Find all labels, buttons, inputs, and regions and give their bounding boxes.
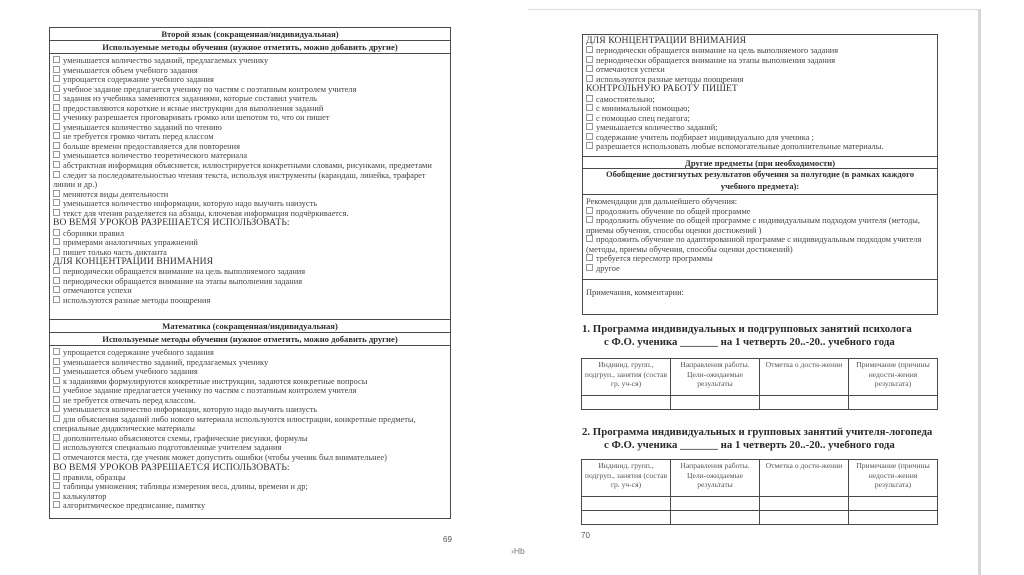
checkbox-icon[interactable] bbox=[586, 235, 593, 242]
column-header: Отметка о дости-жении bbox=[760, 460, 849, 497]
checkbox-item[interactable]: уменьшается объем учебного задания bbox=[53, 367, 447, 377]
column-header: Примечание (причины недости-жения результата) bbox=[849, 359, 938, 396]
checkbox-icon[interactable] bbox=[53, 75, 60, 82]
checkbox-icon[interactable] bbox=[53, 482, 60, 489]
checkbox-item[interactable]: учебное задание предлагается ученику по частям с поэтапным контролем учителя bbox=[53, 85, 447, 95]
checkbox-icon[interactable] bbox=[586, 114, 593, 121]
checkbox-icon[interactable] bbox=[53, 142, 60, 149]
column-header: Индивид. групп., подгруп., занятия (состав гр. уч-ся) bbox=[582, 460, 671, 497]
table-row bbox=[582, 497, 938, 511]
checkbox-item[interactable]: уменьшается количество заданий по чтению bbox=[53, 123, 447, 133]
checkbox-item[interactable]: уменьшается количество теоретического материала bbox=[53, 151, 447, 161]
checkbox-icon[interactable] bbox=[53, 132, 60, 139]
program2-title-line2: с Ф.О. ученика _______ на 1 четверть 20..-20.. учебного года bbox=[604, 439, 895, 451]
checkbox-icon[interactable] bbox=[53, 277, 60, 284]
checkbox-item[interactable]: для объяснения заданий либо нового материала используются илюстрации, конкретные предметы, специальные дидактические материалы bbox=[53, 414, 416, 434]
table-cell[interactable] bbox=[671, 396, 760, 410]
checkbox-icon[interactable] bbox=[53, 296, 60, 303]
column-header: Примечание (причины недости-жения результата) bbox=[849, 460, 938, 497]
checkbox-item[interactable]: периодически обращается внимание на этапы выполнения задания bbox=[586, 56, 934, 66]
checkbox-item[interactable]: продолжить обучение по общей программе с индивидуальным подходом учителя (методы, приемы обучения, способы оценки достижений ) bbox=[586, 216, 920, 235]
checkbox-icon[interactable] bbox=[53, 367, 60, 374]
continuation-table bbox=[582, 34, 938, 280]
checkbox-item[interactable]: уменьшается количество информации, которую надо выучить наизусть bbox=[53, 405, 447, 415]
checkbox-item[interactable]: отмечаются успехи bbox=[53, 286, 447, 296]
attention-heading: ДЛЯ КОНЦЕНТРАЦИИ ВНИМАНИЯ bbox=[586, 35, 747, 46]
summary-title: Обобщение достигнутых результатов обучения за полугодие (в рамках каждого учебного предмета): bbox=[583, 169, 937, 195]
checkbox-item[interactable]: продолжить обучение по общей программе bbox=[586, 207, 934, 217]
program2-title-line1: 2. Программа индивидуальных и групповых занятий учителя-логопеда bbox=[582, 426, 933, 438]
checkbox-item[interactable]: с минимальной помощью; bbox=[586, 104, 934, 114]
checkbox-item[interactable]: периодически обращается внимание на цель выполняемого задания bbox=[586, 46, 934, 56]
checkbox-item[interactable]: используются разные методы поощрения bbox=[53, 296, 447, 306]
language-section-table bbox=[49, 27, 451, 320]
checkbox-icon[interactable] bbox=[53, 199, 60, 206]
checkbox-item[interactable]: уменьшается объем учебного задания bbox=[53, 66, 447, 76]
table-header-row bbox=[582, 460, 938, 497]
checkbox-item[interactable]: другое bbox=[586, 264, 934, 274]
checkbox-icon[interactable] bbox=[586, 56, 593, 63]
notes-label: Примечания, комментарии: bbox=[586, 288, 684, 297]
checkbox-icon[interactable] bbox=[53, 501, 60, 508]
checkbox-item[interactable]: меняются виды деятельности bbox=[53, 190, 447, 200]
checkbox-item[interactable]: продолжить обучение по адаптированной программе с индивидуальным подходом учителя (методы, приемы обучения, способы оценки достижений) bbox=[586, 235, 922, 254]
table-cell[interactable] bbox=[582, 497, 671, 511]
checkbox-icon[interactable] bbox=[586, 142, 593, 149]
checkbox-item[interactable]: сборники правил bbox=[53, 229, 447, 239]
table-cell[interactable] bbox=[582, 396, 671, 410]
checkbox-icon[interactable] bbox=[53, 453, 60, 460]
table-row bbox=[582, 511, 938, 525]
checkbox-item[interactable]: предоставляются короткие и ясные инструкции для выполнения заданий bbox=[53, 104, 447, 114]
table-cell[interactable] bbox=[582, 511, 671, 525]
watermark-text: ›Hb bbox=[511, 546, 525, 556]
math-methods-subtitle: Используемые методы обучения (нужное отметить, можно добавить другие) bbox=[50, 333, 450, 346]
column-header: Отметка о дости-жении bbox=[760, 359, 849, 396]
checkbox-icon[interactable] bbox=[53, 358, 60, 365]
checkbox-icon[interactable] bbox=[53, 377, 60, 384]
checkbox-icon[interactable] bbox=[53, 229, 60, 236]
column-header: Индивид. групп., подгруп., занятия (состав гр. уч-ся) bbox=[582, 359, 671, 396]
allowed-heading: ВО ВЕМЯ УРОКОВ РАЗРЕШАЕТСЯ ИСПОЛЬЗОВАТЬ: bbox=[53, 461, 290, 473]
checkbox-icon[interactable] bbox=[586, 123, 593, 130]
recommendations-heading: Рекомендации для дальнейшего обучения: bbox=[586, 197, 738, 206]
table-cell[interactable] bbox=[849, 497, 938, 511]
checkbox-item[interactable]: упрощается содержание учебного задания bbox=[53, 75, 447, 85]
checkbox-item[interactable]: уменьшается количество заданий, предлагаемых ученику bbox=[53, 358, 447, 368]
math-methods-list bbox=[53, 348, 447, 511]
checkbox-icon[interactable] bbox=[53, 386, 60, 393]
notes-box[interactable] bbox=[582, 279, 938, 315]
checkbox-icon[interactable] bbox=[53, 248, 60, 255]
checkbox-item[interactable]: используются специально подготовленные учителем задания bbox=[53, 443, 447, 453]
checkbox-icon[interactable] bbox=[586, 104, 593, 111]
checkbox-icon[interactable] bbox=[53, 56, 60, 63]
checkbox-item[interactable]: уменьшается количество заданий, предлагаемых ученику bbox=[53, 56, 447, 66]
attention-heading: ДЛЯ КОНЦЕНТРАЦИИ ВНИМАНИЯ bbox=[53, 256, 214, 268]
checkbox-icon[interactable] bbox=[53, 405, 60, 412]
allowed-heading: ВО ВЕМЯ УРОКОВ РАЗРЕШАЕТСЯ ИСПОЛЬЗОВАТЬ: bbox=[53, 217, 290, 229]
checkbox-item[interactable]: правила, образцы bbox=[53, 473, 447, 483]
checkbox-icon[interactable] bbox=[586, 216, 593, 223]
checkbox-icon[interactable] bbox=[53, 104, 60, 111]
table-cell[interactable] bbox=[760, 396, 849, 410]
checkbox-item[interactable]: ученику разрешается проговаривать громко или шепотом то, что он пишет bbox=[53, 113, 447, 123]
checkbox-item[interactable]: разрешается использовать любые вспомогательные дополнительные материалы. bbox=[586, 142, 934, 152]
checkbox-icon[interactable] bbox=[53, 209, 60, 216]
checkbox-item[interactable]: следит за последовательностью чтения текста, используя инструменты (карандаш, линейка, трафарет линии и др.) bbox=[53, 170, 426, 190]
checkbox-item[interactable]: не требуется отвечать перед классом. bbox=[53, 396, 447, 406]
checkbox-icon[interactable] bbox=[53, 190, 60, 197]
right-page bbox=[528, 9, 981, 575]
language-methods-subtitle: Используемые методы обучения (нужное отметить, можно добавить другие) bbox=[50, 41, 450, 54]
checkbox-item[interactable]: периодически обращается внимание на этапы выполнения задания bbox=[53, 277, 447, 287]
table-row bbox=[582, 396, 938, 410]
checkbox-icon[interactable] bbox=[53, 85, 60, 92]
checkbox-item[interactable]: уменьшается количество информации, которую надо выучить наизусть bbox=[53, 199, 447, 209]
checkbox-icon[interactable] bbox=[53, 286, 60, 293]
checkbox-icon[interactable] bbox=[586, 46, 593, 53]
table-cell[interactable] bbox=[849, 511, 938, 525]
checkbox-icon[interactable] bbox=[586, 254, 593, 261]
checkbox-icon[interactable] bbox=[53, 94, 60, 101]
math-section-title: Математика (сокращенная/индивидуальная) bbox=[50, 320, 450, 333]
program2-table bbox=[581, 459, 938, 525]
test-heading: КОНТРОЛЬНУЮ РАБОТУ ПИШЕТ bbox=[586, 83, 738, 95]
checkbox-item[interactable]: самостоятельно; bbox=[586, 95, 934, 105]
page-number-left: 69 bbox=[443, 535, 452, 544]
column-header: Направления работы. Цели-ожидаемые результаты bbox=[671, 359, 760, 396]
language-methods-list bbox=[53, 56, 447, 306]
checkbox-icon[interactable] bbox=[53, 396, 60, 403]
checkbox-icon[interactable] bbox=[586, 207, 593, 214]
column-header: Направления работы. Цели-ожидаемые результаты bbox=[671, 460, 760, 497]
checkbox-icon[interactable] bbox=[586, 133, 593, 140]
left-page bbox=[0, 0, 500, 574]
checkbox-icon[interactable] bbox=[53, 348, 60, 355]
table-cell[interactable] bbox=[849, 396, 938, 410]
program1-table bbox=[581, 358, 938, 410]
checkbox-icon[interactable] bbox=[53, 267, 60, 274]
table-cell[interactable] bbox=[760, 497, 849, 511]
table-header-row bbox=[582, 359, 938, 396]
checkbox-icon[interactable] bbox=[53, 434, 60, 441]
checkbox-item[interactable]: текст для чтения разделяется на абзацы, ключевая информация подчёркивается. bbox=[53, 209, 447, 219]
checkbox-item[interactable]: таблицы умножения; таблицы измерения веса, длины, времени и др; bbox=[53, 482, 447, 492]
checkbox-item[interactable]: требуется пересмотр программы bbox=[586, 254, 934, 264]
checkbox-icon[interactable] bbox=[53, 151, 60, 158]
checkbox-icon[interactable] bbox=[53, 171, 60, 178]
page-number-right: 70 bbox=[581, 531, 590, 540]
table-cell[interactable] bbox=[671, 497, 760, 511]
checkbox-icon[interactable] bbox=[53, 66, 60, 73]
checkbox-icon[interactable] bbox=[53, 113, 60, 120]
program1-title-line2: с Ф.О. ученика _______ на 1 четверть 20..-20.. учебного года bbox=[604, 336, 895, 348]
table-cell[interactable] bbox=[671, 511, 760, 525]
checkbox-item[interactable]: больше времени предоставляется для повторения bbox=[53, 142, 447, 152]
checkbox-item[interactable]: с помощью спец педагога; bbox=[586, 114, 934, 124]
table-cell[interactable] bbox=[760, 511, 849, 525]
checkbox-item[interactable]: примерами аналогичных упражнений bbox=[53, 238, 447, 248]
checkbox-item[interactable]: к заданиями формулируются конкретные инструкции, задаются конкретные вопросы bbox=[53, 377, 447, 387]
checkbox-item[interactable]: упрощается содержание учебного задания bbox=[53, 348, 447, 358]
checkbox-item[interactable]: абстрактная информация объясняется, иллюстрируется конкретными словами, рисунками, предметами bbox=[53, 161, 447, 171]
checkbox-item[interactable]: задания из учебника заменяются заданиями, которые составил учитель bbox=[53, 94, 447, 104]
checkbox-item[interactable]: периодически обращается внимание на цель выполняемого задания bbox=[53, 267, 447, 277]
checkbox-item[interactable]: используются разные методы поощрения bbox=[586, 75, 934, 85]
checkbox-item[interactable]: дополнительно объясняются схемы, графические рисунки, формулы bbox=[53, 434, 447, 444]
program1-title-line1: 1. Программа индивидуальных и подгрупповых занятий психолога bbox=[582, 323, 912, 335]
checkbox-icon[interactable] bbox=[586, 264, 593, 271]
recommendations-list bbox=[586, 197, 934, 273]
math-section-table bbox=[49, 319, 451, 519]
checkbox-item[interactable]: не требуется громко читать перед классом bbox=[53, 132, 447, 142]
checkbox-icon[interactable] bbox=[53, 161, 60, 168]
language-section-title: Второй язык (сокращенная/индивидуальная) bbox=[50, 28, 450, 41]
checkbox-item[interactable]: уменьшается количество заданий; bbox=[586, 123, 934, 133]
checkbox-icon[interactable] bbox=[53, 492, 60, 499]
checkbox-item[interactable]: содержание учитель подбирает индивидуально для ученика ; bbox=[586, 133, 934, 143]
checkbox-icon[interactable] bbox=[53, 123, 60, 130]
checkbox-icon[interactable] bbox=[53, 443, 60, 450]
checkbox-item[interactable]: учебное задание предлагается ученику по частям с поэтапным контролем учителя bbox=[53, 386, 447, 396]
checkbox-item[interactable]: отмечаются места, где ученик может допустить ошибки (чтобы ученик был внимательнее) bbox=[53, 453, 447, 463]
checkbox-icon[interactable] bbox=[53, 473, 60, 480]
checkbox-icon[interactable] bbox=[53, 238, 60, 245]
checkbox-item[interactable]: отмечаются успехи bbox=[586, 65, 934, 75]
checkbox-item[interactable]: алгоритмическое предписание, памятку bbox=[53, 501, 447, 511]
checkbox-icon[interactable] bbox=[586, 65, 593, 72]
other-subjects-title: Другие предметы (при необходимости) bbox=[583, 156, 937, 169]
attention-list bbox=[586, 36, 934, 152]
checkbox-icon[interactable] bbox=[586, 95, 593, 102]
checkbox-icon[interactable] bbox=[53, 415, 60, 422]
checkbox-item[interactable]: калькулятор bbox=[53, 492, 447, 502]
checkbox-icon[interactable] bbox=[586, 75, 593, 82]
checkbox-item[interactable]: пишет только часть диктанта bbox=[53, 248, 447, 258]
